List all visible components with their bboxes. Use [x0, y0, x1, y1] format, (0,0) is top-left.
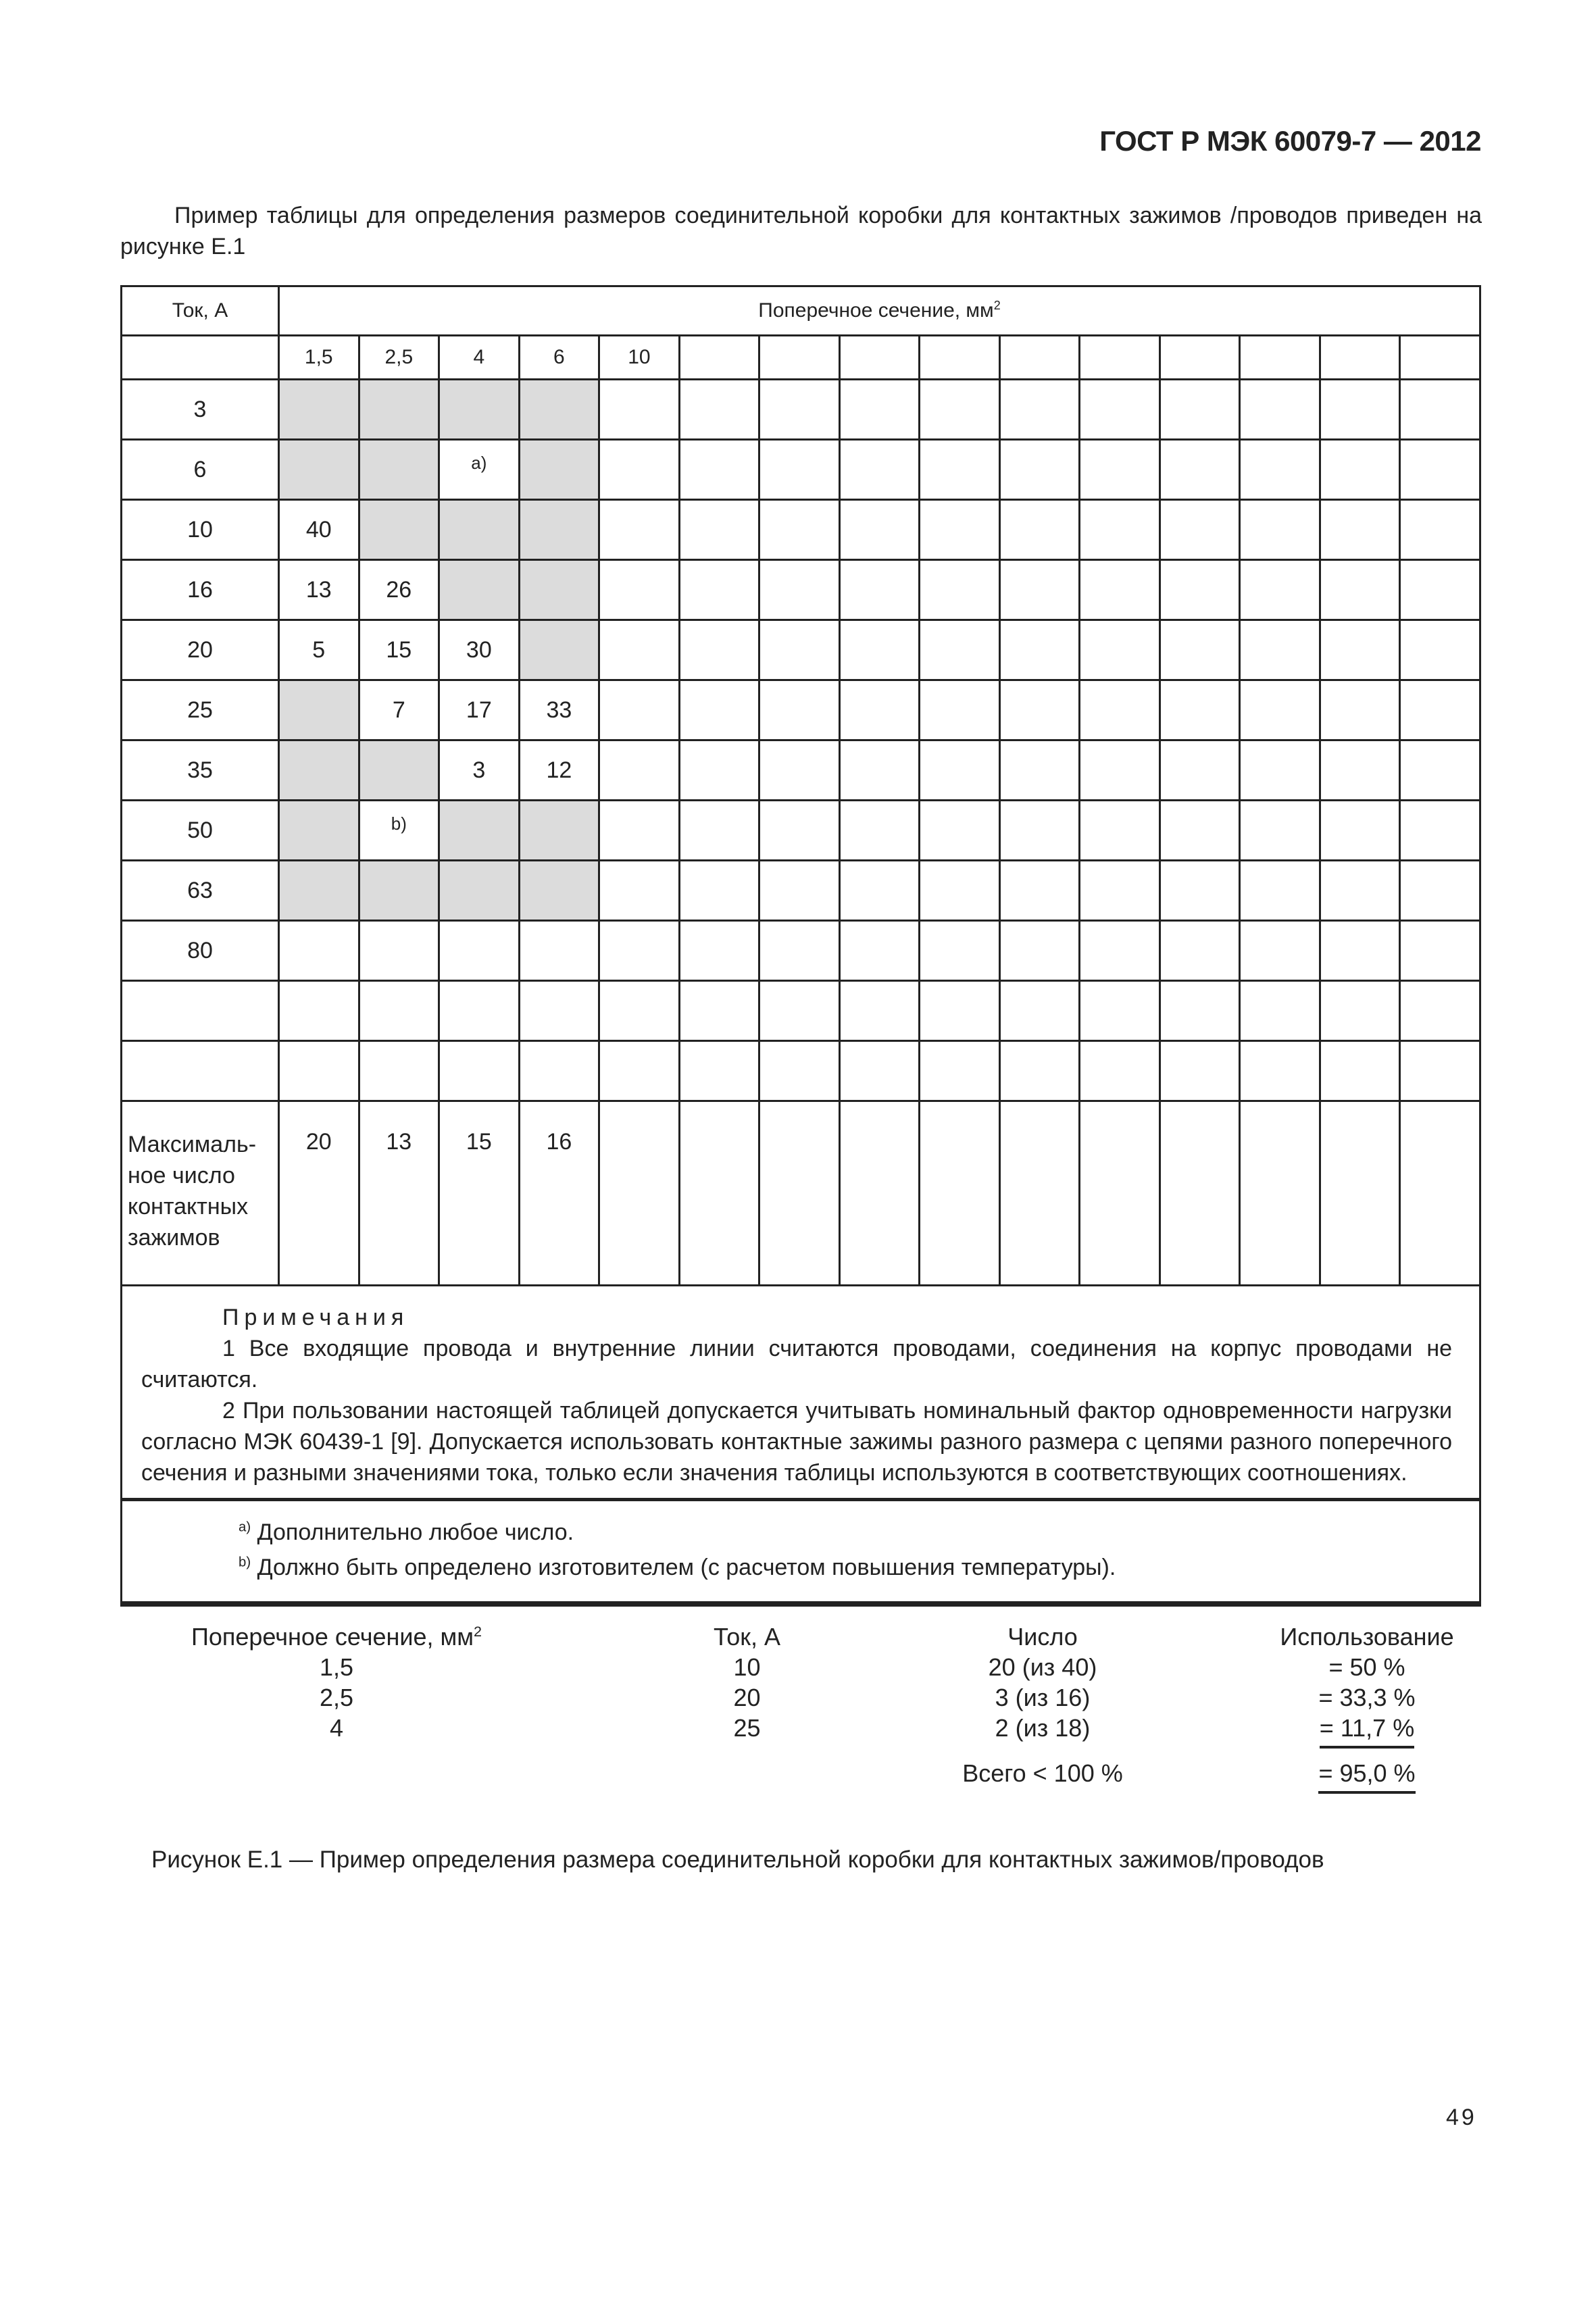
table-cell: [1080, 560, 1160, 620]
table-row: [122, 921, 1480, 981]
calc-header-section: Поперечное сечение, $мм^2$: [191, 1623, 482, 1651]
max-terminals-label: [122, 1101, 279, 1286]
table-cell: [519, 440, 599, 500]
table-cell: [279, 921, 359, 981]
table-cell: [679, 440, 759, 500]
row-label: [122, 1041, 279, 1101]
table-cell: [1320, 1041, 1400, 1101]
usage-calculation: [120, 1621, 1481, 1794]
column-header: 10: [599, 336, 680, 380]
calc-row: [120, 1682, 1481, 1713]
table-cell: [1400, 861, 1480, 921]
table-cell: [920, 620, 1000, 680]
max-terminals-value: [599, 1101, 680, 1286]
table-cell: [1320, 440, 1400, 500]
table-cell: [599, 620, 680, 680]
table-cell: [839, 981, 920, 1041]
table-cell: [1400, 560, 1480, 620]
max-label-line: Максималь-: [128, 1132, 257, 1157]
table-cell: 26: [359, 560, 439, 620]
table-cell: [1320, 680, 1400, 740]
table-cell: [920, 801, 1000, 861]
table-cell: [1320, 921, 1400, 981]
table-cell: [759, 861, 840, 921]
table-cell: [1240, 981, 1320, 1041]
table-cell: 7: [359, 680, 439, 740]
row-label: 3: [122, 380, 279, 440]
table-cell: [759, 921, 840, 981]
row-label: 80: [122, 921, 279, 981]
table-cell: [759, 801, 840, 861]
calc-section: 1,5: [319, 1653, 354, 1681]
table-cell: [679, 740, 759, 801]
table-cell: [679, 680, 759, 740]
table-cell: 30: [439, 620, 520, 680]
max-terminals-value: [999, 1101, 1080, 1286]
column-header: [679, 336, 759, 380]
table-cell: [679, 620, 759, 680]
notes-section: [122, 1284, 1479, 1501]
table-cell: [1240, 861, 1320, 921]
table-cell: [279, 380, 359, 440]
footnotes: [122, 1501, 1479, 1605]
table-cell: [920, 380, 1000, 440]
table-cell: [1320, 861, 1400, 921]
table-cell: [599, 440, 680, 500]
table-cell: [999, 680, 1080, 740]
table-cell: [920, 921, 1000, 981]
table-row: [122, 500, 1480, 560]
intro-text: Пример таблицы для определения размеров соединительной коробки для контактных зажимов /проводов приведен на рисунке Е.1: [120, 203, 1482, 259]
table-cell: [679, 500, 759, 560]
table-cell: [1320, 380, 1400, 440]
table-row: [122, 440, 1480, 500]
row-label: 25: [122, 680, 279, 740]
max-label-line: ное число: [128, 1163, 235, 1188]
table-cell: [679, 921, 759, 981]
max-terminals-value: 13: [359, 1101, 439, 1286]
calc-current: 25: [733, 1714, 761, 1742]
max-terminals-value: [920, 1101, 1000, 1286]
table-cell: [279, 861, 359, 921]
table-cell: [920, 560, 1000, 620]
table-cell: [599, 500, 680, 560]
table-cell: [599, 861, 680, 921]
table-cell: [999, 921, 1080, 981]
column-header: 6: [519, 336, 599, 380]
section-header: [279, 286, 1480, 336]
table-cell: [279, 680, 359, 740]
table-cell: [839, 921, 920, 981]
table-cell: [679, 801, 759, 861]
table-cell: [1080, 680, 1160, 740]
current-header: Ток, А: [122, 286, 279, 336]
table-cell: [439, 1041, 520, 1101]
calc-usage: = 50 %: [1328, 1653, 1405, 1681]
table-cell: [920, 680, 1000, 740]
table-cell: [599, 921, 680, 981]
table-cell: [999, 380, 1080, 440]
table-cell: [1400, 801, 1480, 861]
max-terminals-value: [679, 1101, 759, 1286]
row-label: 35: [122, 740, 279, 801]
table-cell: [359, 500, 439, 560]
table-cell: [1080, 981, 1160, 1041]
table-cell: [439, 380, 520, 440]
table-cell: [279, 1041, 359, 1101]
calc-count: 3 (из 16): [995, 1684, 1091, 1711]
table-row: [122, 560, 1480, 620]
table-cell: [1240, 680, 1320, 740]
table-cell: [839, 801, 920, 861]
calc-total-row: [120, 1758, 1481, 1794]
table-cell: [359, 981, 439, 1041]
table-cell: [1240, 500, 1320, 560]
table-cell: [839, 620, 920, 680]
table-cell: [839, 740, 920, 801]
table-cell: [359, 921, 439, 981]
column-header: [1159, 336, 1240, 380]
table-cell: [999, 440, 1080, 500]
max-terminals-value: [1320, 1101, 1400, 1286]
column-header: [759, 336, 840, 380]
table-cell: [1080, 380, 1160, 440]
table-cell: [1159, 801, 1240, 861]
table-cell: [999, 500, 1080, 560]
table-cell: [920, 981, 1000, 1041]
notes-title: Примечания: [222, 1305, 409, 1330]
table-cell: [439, 560, 520, 620]
calc-count: 2 (из 18): [995, 1714, 1091, 1742]
table-cell: [1400, 921, 1480, 981]
table-cell: [519, 921, 599, 981]
table-cell: [519, 861, 599, 921]
table-cell: [839, 500, 920, 560]
column-header: 4: [439, 336, 520, 380]
table-cell: [1240, 440, 1320, 500]
table-cell: [359, 801, 439, 861]
column-header: [839, 336, 920, 380]
column-header: [999, 336, 1080, 380]
junction-box-table: [120, 285, 1481, 1286]
calc-header-count: Число: [1007, 1623, 1078, 1651]
table-cell: [1080, 861, 1160, 921]
table-cell: 15: [359, 620, 439, 680]
table-cell: [1080, 740, 1160, 801]
note-2: 2 При пользовании настоящей таблицей допускается учитывать номинальный фактор одновременности нагрузки согласно МЭК 60439-1 [9]. Допускается использовать контактные зажимы разного размера с цепями разного поперечного сечения и разными значениями тока, только если значения таблицы используются в соответствующих соотношениях.: [141, 1398, 1452, 1486]
table-cell: [279, 440, 359, 500]
row-label: [122, 981, 279, 1041]
table-cell: [679, 560, 759, 620]
table-cell: [839, 440, 920, 500]
table-cell: [599, 801, 680, 861]
column-header: [1320, 336, 1400, 380]
table-row: [122, 680, 1480, 740]
table-cell: [359, 380, 439, 440]
table-cell: [1240, 620, 1320, 680]
table-cell: [279, 740, 359, 801]
table-cell: [759, 981, 840, 1041]
table-cell: [839, 861, 920, 921]
calc-header-usage: Использование: [1280, 1623, 1454, 1651]
table-cell: [439, 861, 520, 921]
table-cell: [439, 440, 520, 500]
table-cell: [999, 560, 1080, 620]
table-cell: [519, 560, 599, 620]
table-cell: [359, 861, 439, 921]
table-cell: [1159, 500, 1240, 560]
calc-usage: = 11,7 %: [1266, 1713, 1468, 1749]
table-cell: [679, 1041, 759, 1101]
table-header-row: [122, 286, 1480, 336]
table-cell: [1080, 921, 1160, 981]
table-cell: [1240, 560, 1320, 620]
section-header-sup: 2: [993, 299, 1001, 312]
table-cell: [519, 981, 599, 1041]
table-cell: [519, 1041, 599, 1101]
max-terminals-value: 15: [439, 1101, 520, 1286]
table-cell: [439, 981, 520, 1041]
max-terminals-value: [839, 1101, 920, 1286]
table-cell: 3: [439, 740, 520, 801]
table-cell: [1080, 440, 1160, 500]
table-cell: [599, 380, 680, 440]
max-terminals-row: [122, 1101, 1480, 1286]
row-label: 50: [122, 801, 279, 861]
calc-section: 4: [329, 1714, 344, 1742]
row-label: 6: [122, 440, 279, 500]
table-cell: 17: [439, 680, 520, 740]
row-label: 10: [122, 500, 279, 560]
table-cell: [1159, 620, 1240, 680]
table-cell: [839, 560, 920, 620]
table-cell: [920, 500, 1000, 560]
table-cell: [439, 500, 520, 560]
max-terminals-value: [1240, 1101, 1320, 1286]
row-label: 63: [122, 861, 279, 921]
calc-total-value: = 95,0 %: [1318, 1758, 1415, 1794]
table-cell: 13: [279, 560, 359, 620]
table-cell: [439, 801, 520, 861]
table-cell: [679, 861, 759, 921]
footnote-a: $^{a)}$ Дополнительно любое число.: [239, 1519, 574, 1545]
table-cell: [439, 921, 520, 981]
calc-current: 20: [733, 1684, 761, 1711]
table-cell: [1400, 981, 1480, 1041]
table-cell: [359, 1041, 439, 1101]
table-cell: [999, 1041, 1080, 1101]
footnote-b: $^{b)}$ Должно быть определено изготовителем (с расчетом повышения температуры).: [239, 1555, 1116, 1580]
page-number: 49: [1446, 2105, 1477, 2130]
table-row: [122, 620, 1480, 680]
table-cell: [999, 861, 1080, 921]
table-cell: [1400, 680, 1480, 740]
table-cell: [839, 380, 920, 440]
table-cell: [1080, 1041, 1160, 1101]
max-label-line: зажимов: [128, 1225, 220, 1251]
notes-box: [120, 1284, 1481, 1607]
table-cell: [359, 740, 439, 801]
table-cell: [1400, 740, 1480, 801]
table-cell: [519, 620, 599, 680]
table-cell: [920, 1041, 1000, 1101]
table-cell: [1400, 620, 1480, 680]
table-cell: [1240, 1041, 1320, 1101]
table-cell: 12: [519, 740, 599, 801]
table-cell: [359, 440, 439, 500]
table-row: [122, 380, 1480, 440]
table-cell: [759, 680, 840, 740]
table-cell: [279, 981, 359, 1041]
table-cell: [759, 560, 840, 620]
table-cell: [599, 680, 680, 740]
table-cell: [920, 440, 1000, 500]
table-cell: [1320, 560, 1400, 620]
column-header-blank: [122, 336, 279, 380]
table-cell: [279, 801, 359, 861]
table-cell: 40: [279, 500, 359, 560]
table-cell: [999, 801, 1080, 861]
max-label-line: контактных: [128, 1194, 249, 1219]
table-cell: [920, 740, 1000, 801]
table-cell: [599, 1041, 680, 1101]
table-cell: [599, 560, 680, 620]
calc-count: 20 (из 40): [988, 1653, 1097, 1681]
footnote-marker: b): [391, 813, 407, 834]
max-terminals-value: [759, 1101, 840, 1286]
table-cell: [920, 861, 1000, 921]
table-cell: [1159, 380, 1240, 440]
table-cell: 5: [279, 620, 359, 680]
table-row: [122, 801, 1480, 861]
table-cell: [1159, 440, 1240, 500]
calc-row: [120, 1713, 1481, 1749]
table-cell: [1240, 740, 1320, 801]
table-cell: [839, 680, 920, 740]
column-header: 1,5: [279, 336, 359, 380]
table-cell: [759, 440, 840, 500]
calc-total-label: Всего < 100 %: [962, 1759, 1123, 1787]
table-cell: [1400, 440, 1480, 500]
table-cell: [759, 620, 840, 680]
table-cell: [1320, 500, 1400, 560]
table-row: [122, 740, 1480, 801]
table-cell: [759, 1041, 840, 1101]
calc-current: 10: [733, 1653, 761, 1681]
table-cell: [1159, 560, 1240, 620]
table-cell: [679, 380, 759, 440]
calc-row: [120, 1652, 1481, 1682]
table-cell: [759, 500, 840, 560]
table-cell: [839, 1041, 920, 1101]
column-header: 2,5: [359, 336, 439, 380]
table-cell: [679, 981, 759, 1041]
table-cell: [1080, 801, 1160, 861]
section-header-text: Поперечное сечение, мм: [758, 299, 994, 322]
table-row: [122, 861, 1480, 921]
table-cell: [1400, 1041, 1480, 1101]
row-label: 16: [122, 560, 279, 620]
table-cell: [519, 500, 599, 560]
table-row: [122, 981, 1480, 1041]
table-cell: [1400, 380, 1480, 440]
max-terminals-value: 16: [519, 1101, 599, 1286]
table-cell: [1159, 1041, 1240, 1101]
max-terminals-value: [1400, 1101, 1480, 1286]
table-cell: [1240, 380, 1320, 440]
table-cell: [1240, 801, 1320, 861]
table-cell: [1159, 740, 1240, 801]
table-cell: [1240, 921, 1320, 981]
table-cell: [1159, 981, 1240, 1041]
table-cell: [1320, 981, 1400, 1041]
table-cell: [599, 740, 680, 801]
table-cell: [999, 981, 1080, 1041]
calc-section: 2,5: [319, 1684, 354, 1711]
table-cell: [519, 801, 599, 861]
row-label: 20: [122, 620, 279, 680]
table-cell: [1159, 680, 1240, 740]
max-terminals-value: 20: [279, 1101, 359, 1286]
table-cell: [1080, 500, 1160, 560]
table-cell: [759, 740, 840, 801]
calc-usage: = 33,3 %: [1318, 1684, 1416, 1711]
column-header: [1400, 336, 1480, 380]
column-header: [1080, 336, 1160, 380]
column-header: [920, 336, 1000, 380]
table-row: [122, 1041, 1480, 1101]
document-header: ГОСТ Р МЭК 60079-7 — 2012: [1099, 125, 1481, 157]
column-header-row: [122, 336, 1480, 380]
table-cell: [599, 981, 680, 1041]
table-cell: [1400, 500, 1480, 560]
column-header: [1240, 336, 1320, 380]
calc-header-row: [120, 1621, 1481, 1652]
table-cell: [1080, 620, 1160, 680]
table-cell: [999, 620, 1080, 680]
table-cell: [1320, 740, 1400, 801]
max-terminals-value: [1080, 1101, 1160, 1286]
footnote-marker: a): [471, 453, 487, 473]
table-cell: [1320, 801, 1400, 861]
intro-paragraph: [120, 200, 1482, 262]
table-cell: [1159, 861, 1240, 921]
table-cell: [1320, 620, 1400, 680]
calc-header-current: Ток, А: [714, 1623, 780, 1651]
table-cell: [519, 380, 599, 440]
note-1: 1 Все входящие провода и внутренние линии считаются проводами, соединения на корпус проводами не считаются.: [141, 1336, 1452, 1392]
table-cell: 33: [519, 680, 599, 740]
table-cell: [1159, 921, 1240, 981]
max-terminals-value: [1159, 1101, 1240, 1286]
table-cell: [759, 380, 840, 440]
table-cell: [999, 740, 1080, 801]
figure-caption: Рисунок Е.1 — Пример определения размера соединительной коробки для контактных зажимов/проводов: [151, 1846, 1324, 1873]
